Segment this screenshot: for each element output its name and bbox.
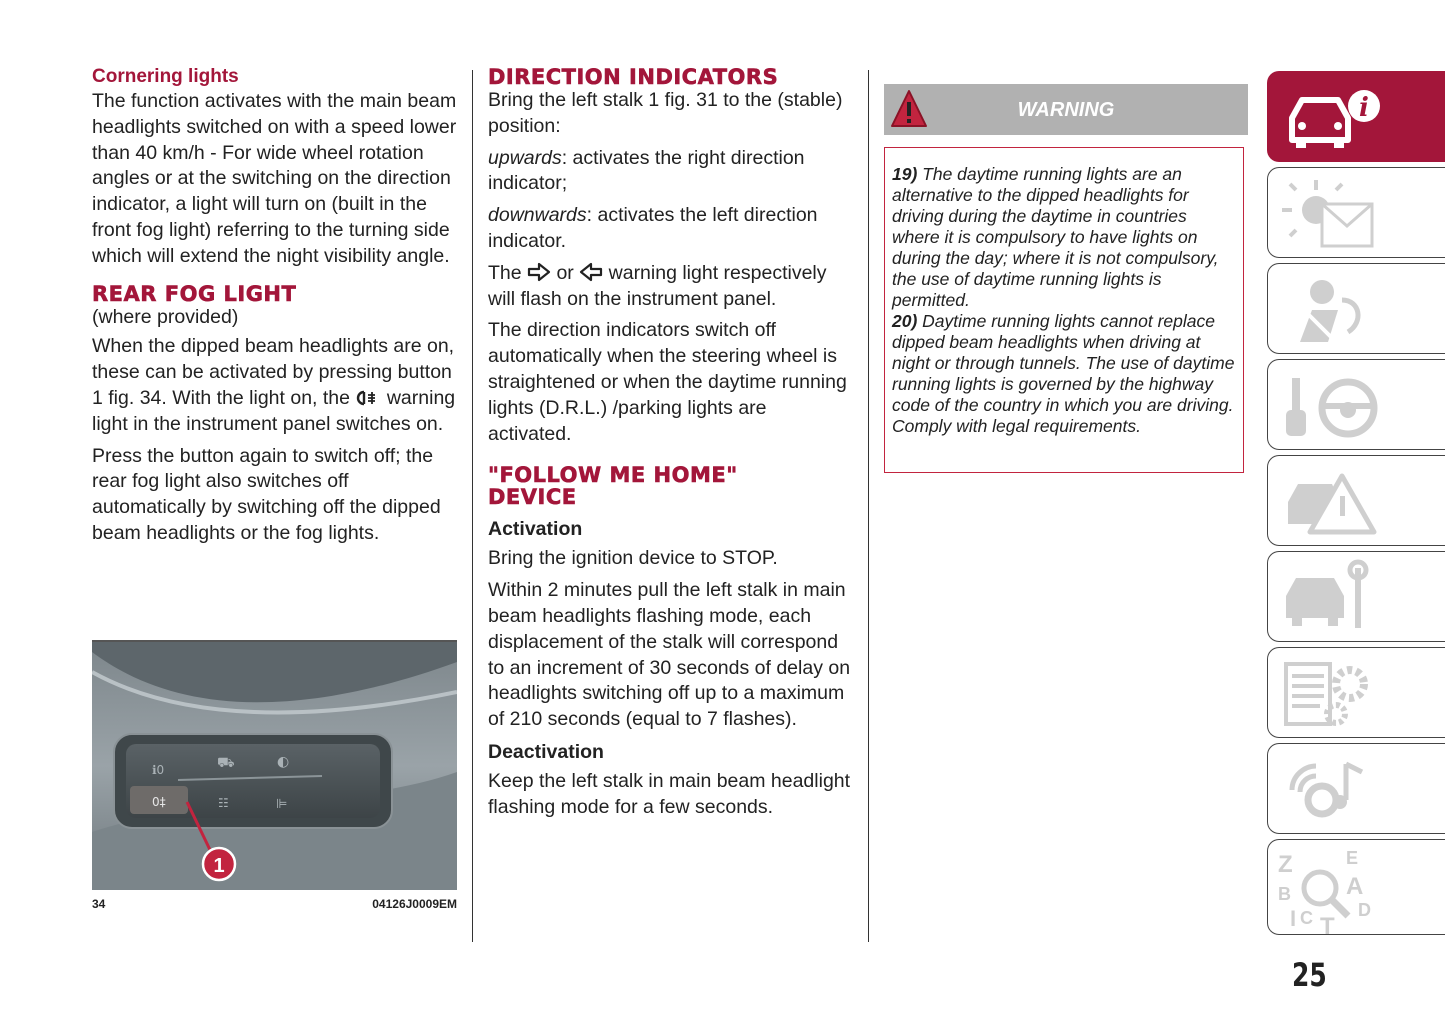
cornering-lights-text: The function activates with the main beam headlights switched on with a speed lower than 40 km/h - For wide wheel rotation angles or at the switching on the direction indicator, a light will turn on (built in the front fog light) referring to the turning side which will extend the night visibility angle.	[92, 90, 457, 267]
car-symbol: ⛟	[217, 755, 235, 771]
activation-heading: Activation	[488, 518, 583, 541]
warning-title: WARNING	[1017, 99, 1115, 121]
index-letter-z: Z	[1278, 851, 1293, 878]
index-letter-b: B	[1278, 884, 1291, 904]
direction-indicators-heading: DIRECTION INDICATORS	[488, 65, 779, 89]
note-20-number: 20)	[892, 311, 918, 331]
tab-safety[interactable]	[1267, 263, 1445, 354]
follow-me-home-heading	[488, 464, 853, 508]
rear-fog-warning-icon	[355, 389, 381, 407]
warning-header	[884, 84, 1248, 135]
index-letter-t: T	[1320, 913, 1335, 934]
downwards-term: downwards	[488, 204, 587, 227]
note-20	[892, 311, 1235, 437]
callout-number: 1	[213, 855, 225, 877]
upwards-term: upwards	[488, 146, 562, 169]
tab-index[interactable]	[1267, 839, 1445, 935]
index-letter-d: D	[1358, 900, 1371, 920]
figure-code: 04126J0009EM	[372, 897, 457, 911]
column-2	[488, 62, 853, 827]
index-search-icon	[1276, 844, 1386, 934]
note-20-text: Daytime running lights cannot replace dipped beam headlights when driving at night or through tunnels. The use of daytime running lights is governed by the highway code of the country in which you are driving. Comply with legal requirements.	[892, 311, 1235, 436]
info-letter: i	[1359, 93, 1369, 123]
car-tools-icon	[1278, 558, 1388, 638]
tab-multimedia[interactable]	[1267, 743, 1445, 834]
direction-upwards	[488, 146, 853, 198]
column-1	[92, 62, 458, 553]
warning-notes	[884, 147, 1244, 473]
tab-lights[interactable]	[1267, 167, 1445, 258]
index-letter-c: C	[1300, 908, 1313, 928]
fog-light-button-photo	[92, 640, 457, 890]
rear-fog-paragraph-1	[92, 334, 458, 437]
multimedia-icon	[1282, 750, 1392, 830]
activation-p1: Bring the ignition device to STOP.	[488, 547, 778, 570]
upwards-text: : activates the right direction indicator;	[488, 146, 805, 195]
follow-title-line-2: DEVICE	[488, 485, 577, 510]
tab-maintenance[interactable]	[1267, 551, 1445, 642]
column-divider-right	[868, 70, 869, 942]
index-letter-i: I	[1290, 906, 1297, 931]
rear-fog-p1-b: warning light in the instrument panel switches on.	[92, 386, 456, 435]
fog-symbol-top: ℹ0	[152, 763, 165, 777]
left-arrow-icon	[579, 262, 603, 282]
dashboard-switch-panel-illustration	[92, 642, 457, 890]
downwards-text: : activates the left direction indicator.	[488, 204, 818, 252]
car-info-icon	[1278, 78, 1398, 158]
note-19	[892, 164, 1235, 311]
deactivation-heading: Deactivation	[488, 740, 604, 763]
note-19-text: The daytime running lights are an alternative to the dipped headlights for driving during the daytime in countries where it is compulsory to have lights on during the day; where it is not compulsory, the use of daytime running lights is permitted.	[892, 164, 1219, 310]
right-arrow-icon	[527, 262, 551, 282]
figure-caption	[92, 897, 457, 911]
heater-symbol: ☷	[218, 796, 229, 810]
tab-technical-data[interactable]	[1267, 647, 1445, 738]
airbag-safety-icon	[1282, 270, 1392, 350]
direction-warning-lights	[488, 261, 853, 313]
rear-fog-symbol: 0‡	[152, 795, 166, 809]
tab-emergency[interactable]	[1267, 455, 1445, 546]
direction-downwards	[488, 203, 853, 255]
index-letter-a: A	[1346, 873, 1364, 900]
rear-fog-provided: (where provided)	[92, 305, 239, 328]
rear-fog-paragraph-2: Press the button again to switch off; the rear fog light also switches off automatically by switching off the dipped beam headlights or the fog lights.	[92, 444, 441, 544]
warn-rest: warning light respectively will flash on the instrument panel.	[488, 261, 827, 310]
deactivation-text: Keep the left stalk in main beam headlight flashing mode for a few seconds.	[488, 769, 851, 818]
light-symbol: ◐	[277, 754, 290, 770]
follow-title-line-1: "FOLLOW ME HOME"	[488, 463, 738, 488]
tab-starting[interactable]	[1267, 359, 1445, 450]
key-steering-icon	[1282, 366, 1392, 446]
rear-fog-p1-a: When the dipped beam headlights are on, these can be activated by pressing button 1 fig. 34. With the light on, the	[92, 335, 455, 409]
index-letter-e: E	[1346, 848, 1359, 868]
cornering-lights-heading: Cornering lights	[92, 66, 239, 87]
figure-number: 34	[92, 897, 106, 911]
warn-or: or	[556, 261, 574, 284]
note-19-number: 19)	[892, 164, 918, 184]
settings-list-icon	[1280, 654, 1390, 734]
beam-symbol: ⊫	[276, 797, 288, 812]
column-divider-left	[472, 70, 473, 942]
direction-p1: Bring the left stalk 1 fig. 31 to the (stable) position:	[488, 89, 843, 137]
lights-icon	[1278, 174, 1388, 254]
page-number: 25	[1292, 956, 1327, 994]
tab-car-info[interactable]	[1267, 71, 1445, 162]
warn-the: The	[488, 261, 522, 284]
rear-fog-heading: REAR FOG LIGHT	[92, 281, 297, 306]
car-warning-icon	[1278, 462, 1388, 542]
direction-p3: The direction indicators switch off automatically when the steering wheel is straightened or when the daytime running lights (D.R.L.) /parking lights are activated.	[488, 319, 847, 445]
activation-p2: Within 2 minutes pull the left stalk in main beam headlights flashing mode, each displacement of the stalk will correspond to an increment of 30 seconds of delay on headlights switching off up to a maximum of 210 seconds (equal to 7 flashes).	[488, 579, 851, 731]
